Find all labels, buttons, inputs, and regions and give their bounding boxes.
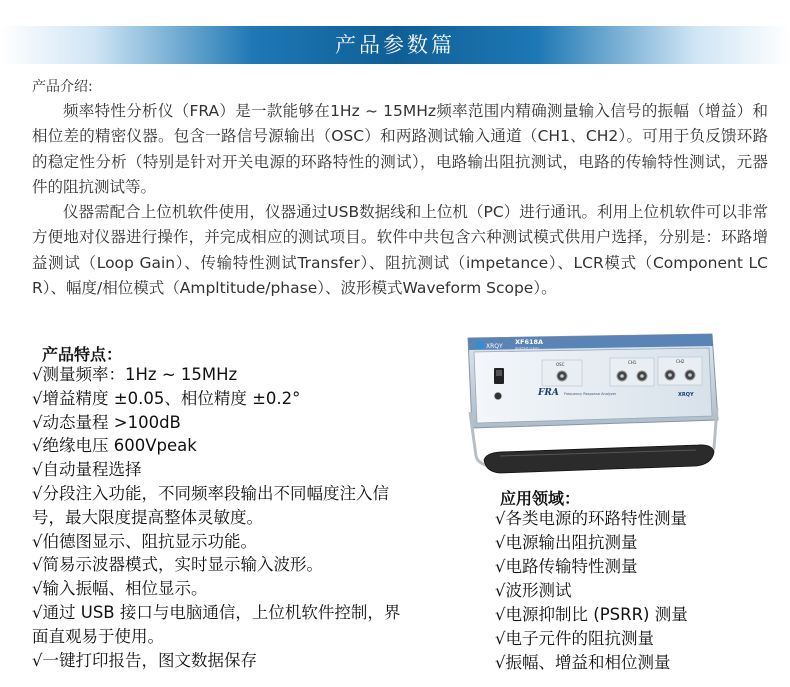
feature-item: √输入振幅、相位显示。 <box>32 579 208 599</box>
intro-paragraph-1: 频率特性分析仪（FRA）是一款能够在1Hz ~ 15MHz频率范围内精确测量输入信号的振幅（增益）和相位差的精密仪器。包含一路信号源输出（OSC）和两路测试输入通道（CH1、CH2）。可用于负反馈环路的稳定性分析（特别是针对开关电源的环路特性的测试），电路输出阻抗测试，电路的传输特性测试，元器件的阻抗测试等。 <box>32 102 768 196</box>
ch1-label: CH1 <box>628 360 637 365</box>
application-item: √波形测试 <box>495 581 572 600</box>
feature-item: √测量频率：1Hz ~ 15MHz <box>32 365 238 384</box>
feature-item: √绝缘电压 600Vpeak <box>32 436 197 456</box>
applications-heading: 应用领域： <box>500 489 581 508</box>
usb-port <box>495 393 502 400</box>
feature-item: √伯德图显示、阻抗显示功能。 <box>32 531 258 551</box>
power-switch-rocker <box>496 370 502 376</box>
application-item: √电源抑制比 (PSRR) 测量 <box>495 605 688 624</box>
device-subtitle: 频率特性分析仪 <box>515 347 540 351</box>
ch2-label: CH2 <box>676 359 685 364</box>
intro-label: 产品介绍: <box>32 79 93 95</box>
feature-item: √自动量程选择 <box>32 460 142 480</box>
handle-grip <box>484 445 714 473</box>
feature-item: √分段注入功能，不同频率段输出不同幅度注入信号，最大限度提高整体灵敏度。 <box>32 483 390 527</box>
device-logo: XRQY <box>486 343 503 350</box>
fra-label: FRA <box>538 388 559 398</box>
application-item: √电子元件的阻抗测量 <box>495 629 655 648</box>
feature-item: √简易示波器模式，实时显示输入波形。 <box>32 555 324 575</box>
features-list <box>32 363 412 672</box>
features-heading: 产品特点： <box>42 345 123 364</box>
banner-title: 产品参数篇 <box>335 33 455 57</box>
feature-item: √通过 USB 接口与电脑通信，上位机软件控制，界面直观易于使用。 <box>32 602 401 646</box>
device-model: XF618A <box>515 338 544 346</box>
feature-item: √一键打印报告，图文数据保存 <box>32 650 258 670</box>
feature-item: √增益精度 ±0.05、相位精度 ±0.2° <box>32 388 301 408</box>
application-item: √各类电源的环路特性测量 <box>495 509 688 528</box>
application-item: √电源输出阻抗测量 <box>495 533 638 552</box>
application-item: √电路传输特性测量 <box>495 557 638 576</box>
device-logo-icon <box>476 341 484 349</box>
osc-label: OSC <box>556 362 565 367</box>
title-banner <box>0 26 790 64</box>
application-item: √振幅、增益和相位测量 <box>495 653 671 672</box>
feature-item: √动态量程 >100dB <box>32 412 181 432</box>
device-image <box>460 332 725 480</box>
brand-right: XRQY <box>678 392 694 398</box>
intro-paragraph-2: 仪器需配合上位机软件使用，仪器通过USB数据线和上位机（PC）进行通讯。利用上位机软件可以非常方便地对仪器进行操作，并完成相应的测试项目。软件中共包含六种测试模式供用户选择，分别是：环路增益测试（Loop Gain）、传输特性测试Transfer）、阻抗测试（impetance）、LCR模式（Component LCR）、幅度/相位模式（Ampltitude/phase）、波形模式Waveform Scope）。 <box>32 203 768 297</box>
applications-list <box>495 507 775 675</box>
fra-caption: Frequency Response Analyzer <box>564 392 617 396</box>
